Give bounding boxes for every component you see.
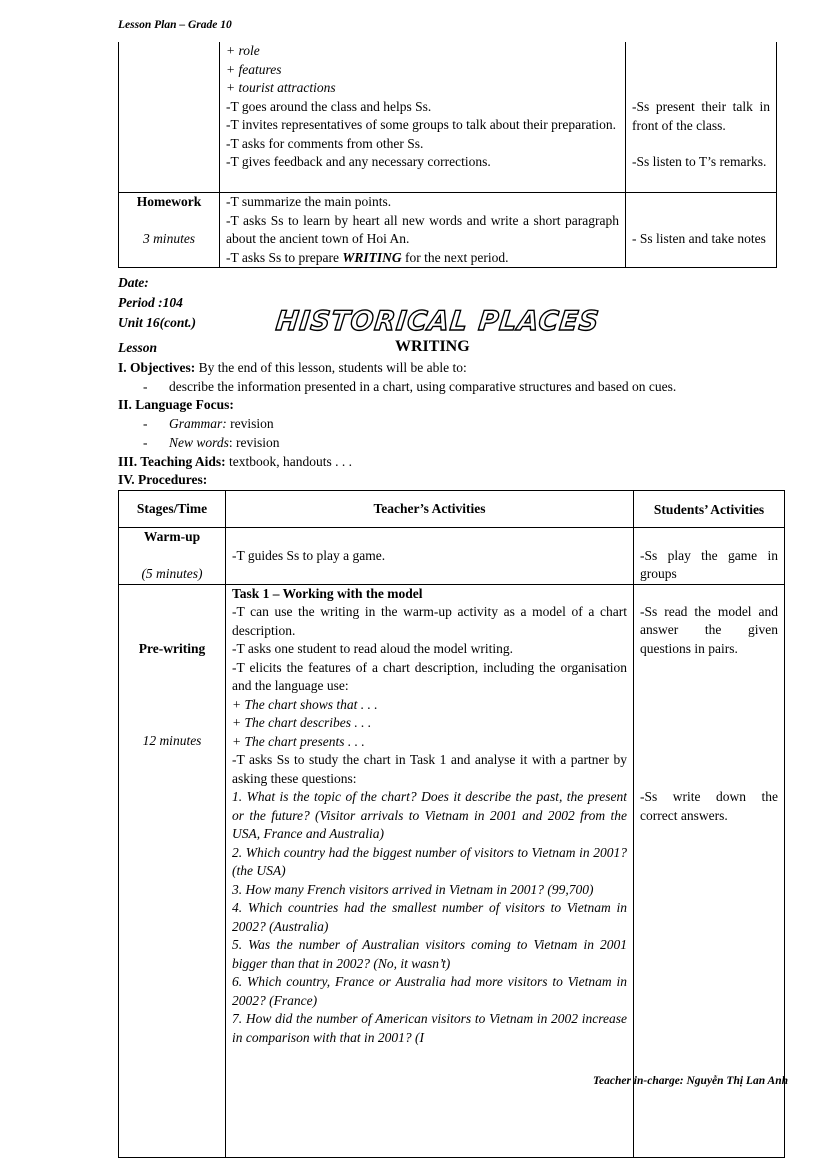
page-title: HISTORICAL PLACES (274, 306, 602, 337)
stage-cell (119, 193, 220, 268)
objectives-line: I. Objectives: By the end of this lesson, students will be able to: (118, 360, 467, 375)
task-heading: Task 1 – Working with the model (232, 585, 423, 601)
previous-procedures-table (118, 42, 777, 268)
stage-cell (119, 528, 226, 585)
table-row (119, 42, 777, 193)
list-item: -T asks Ss to study the chart in Task 1 and analyse it with a partner by asking these questions: (232, 752, 627, 786)
table-header-row (119, 491, 785, 528)
column-header: Students’ Activities (634, 491, 785, 528)
teacher-cell (220, 193, 626, 268)
stage-time: 12 minutes (142, 733, 202, 748)
table-row (119, 528, 785, 585)
column-header: Stages/Time (119, 491, 226, 528)
list-item: -T invites representatives of some groups to talk about their preparation. (226, 117, 617, 132)
objective-item: - describe the information presented in a chart, using comparative structures and based on cues. (143, 378, 677, 394)
page-footer: Teacher in-charge: Nguyễn Thị Lan Anh (593, 1075, 788, 1087)
list-item: + The chart presents . . . (232, 733, 365, 749)
question-item: 7. How did the number of American visitors to Vietnam in 2002 increase in comparison with that in 2001? (I (232, 1011, 627, 1045)
list-item: -T elicits the features of a chart description, including the organisation and the language use: (232, 659, 627, 693)
question-item: 3. How many French visitors arrived in Vietnam in 2001? (99,700) (232, 881, 594, 897)
teacher-cell (220, 42, 626, 193)
stage-label: Warm-up (143, 529, 201, 544)
list-item: + The chart describes . . . (232, 715, 372, 730)
students-text: -Ss play the game in groups (640, 547, 778, 581)
list-item: + role (226, 43, 260, 58)
list-item: -T asks for comments from other Ss. (226, 135, 424, 151)
list-item: -T goes around the class and helps Ss. (226, 98, 432, 114)
new-words-item: - New words: revision (143, 434, 280, 450)
list-item: -T gives feedback and any necessary corrections. (226, 154, 491, 169)
question-item: 5. Was the number of Australian visitors coming to Vietnam in 2001 bigger than that in 2002? (No, it wasn’t) (232, 937, 627, 971)
teacher-cell (226, 528, 634, 585)
students-text: - Ss listen and take notes (632, 231, 766, 246)
grammar-item: - Grammar: revision (143, 416, 274, 432)
lesson-subtitle: WRITING (395, 338, 470, 355)
question-item: 1. What is the topic of the chart? Does it describe the past, the present or the future? (Visitor arrivals to Vietnam in 2001 and 2002 from the USA, France and Australia) (232, 789, 627, 841)
stage-label: Pre-writing (138, 640, 206, 656)
question-item: 2. Which country had the biggest number of visitors to Vietnam in 2001? (the USA) (232, 844, 627, 878)
students-text: -Ss read the model and answer the given questions in pairs. (640, 603, 778, 656)
list-item: -T asks Ss to learn by heart all new words and write a short paragraph about the ancient town of Hoi An. (226, 212, 619, 246)
students-text: -Ss present their talk in front of the class. (632, 99, 770, 133)
students-cell (626, 193, 777, 268)
list-item: -T asks one student to read aloud the model writing. (232, 641, 513, 656)
teacher-cell (226, 584, 634, 1157)
list-item: + tourist attractions (226, 80, 336, 95)
list-item: + The chart shows that . . . (232, 696, 378, 712)
period-label: Period :104 (118, 295, 183, 310)
date-label: Date: (118, 275, 149, 290)
lesson-label: Lesson (118, 340, 158, 355)
students-text: -Ss listen to T’s remarks. (632, 154, 767, 169)
unit-label: Unit 16(cont.) (118, 315, 197, 330)
list-item: -T can use the writing in the warm-up activity as a model of a chart description. (232, 604, 627, 638)
table-row (119, 193, 777, 268)
stage-label: Homework (136, 194, 202, 209)
table-row (119, 584, 785, 1157)
procedures-heading: IV. Procedures: (118, 472, 208, 488)
stage-cell (119, 42, 220, 193)
teaching-aids-line: III. Teaching Aids: textbook, handouts . . . (118, 453, 353, 469)
column-header: Teacher’s Activities (226, 491, 634, 528)
stage-cell (119, 584, 226, 1157)
question-item: 4. Which countries had the smallest number of visitors to Vietnam in 2002? (Australia) (232, 900, 627, 934)
students-text: -Ss write down the correct answers. (640, 789, 778, 823)
list-item: -T summarize the main points. (226, 194, 392, 209)
stage-time: (5 minutes) (141, 566, 203, 581)
page-header: Lesson Plan – Grade 10 (118, 19, 232, 31)
question-item: 6. Which country, France or Australia had more visitors to Vietnam in 2002? (France) (232, 974, 627, 1008)
language-focus-heading: II. Language Focus: (118, 397, 234, 413)
emphasis-writing: WRITING (342, 249, 402, 265)
students-cell (626, 42, 777, 193)
list-item: + features (226, 61, 282, 77)
stage-time: 3 minutes (142, 231, 196, 246)
lesson-meta (118, 273, 196, 333)
students-cell (634, 584, 785, 1157)
list-item: -T guides Ss to play a game. (232, 547, 386, 563)
list-item: -T asks Ss to prepare WRITING for the next period. (226, 249, 509, 265)
procedures-table (118, 490, 785, 1158)
objectives-section (118, 359, 798, 490)
students-cell (634, 528, 785, 585)
